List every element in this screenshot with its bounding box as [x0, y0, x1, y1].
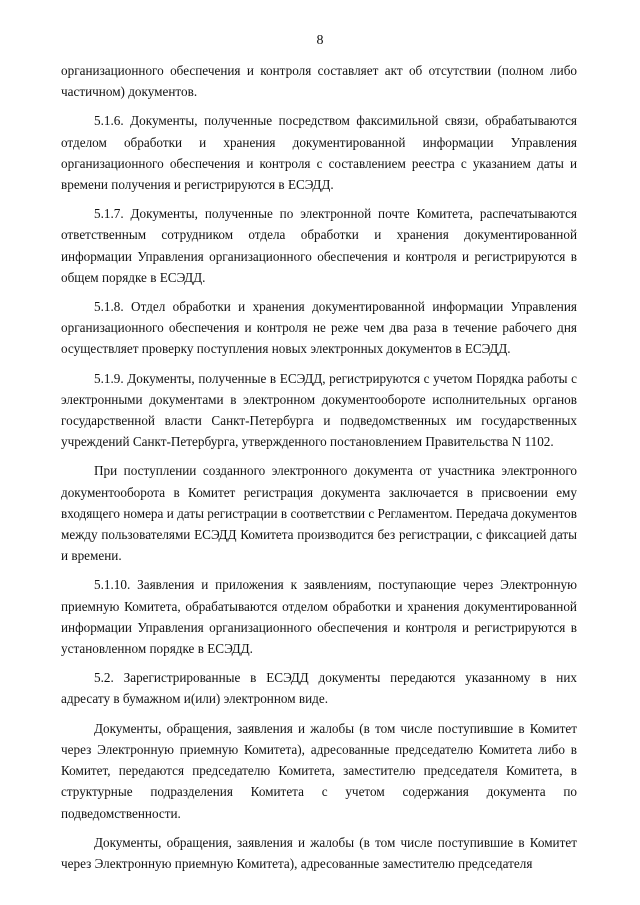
- paragraph-5-1-8: 5.1.8. Отдел обработки и хранения документированной информации Управления организационного обеспечения и контроля не реже чем два раза в течение рабочего дня осуществляет проверку поступления новых электронных документов в ЕСЭДД.: [61, 299, 577, 357]
- paragraph-registration: При поступлении созданного электронного документа от участника электронного документооборота в Комитет регистрация документа заключается в присвоении ему входящего номера и даты регистрации в соответствии с Регламентом. Передача документов между пользователями ЕСЭДД Комитета производится без регистрации, с фиксацией даты и времени.: [61, 463, 577, 564]
- paragraph-5-1-9: 5.1.9. Документы, полученные в ЕСЭДД, регистрируются с учетом Порядка работы с электронными документами в электронном документообороте исполнительных органов государственной власти Санкт-Петербурга и подведомственных им государственных учреждений Санкт-Петербурга, утвержденного постановлением Правительства N 1102.: [61, 370, 577, 450]
- page-number: 8: [316, 33, 324, 48]
- paragraph-5-1-7: 5.1.7. Документы, полученные по электронной почте Комитета, распечатываются ответственным сотрудником отдела обработки и хранения документированной информации Управления организационного обеспечения и контроля и регистрируются в общем порядке в ЕСЭДД.: [61, 206, 577, 285]
- paragraph-5-1-10: 5.1.10. Заявления и приложения к заявлениям, поступающие через Электронную приемную Комитета, обрабатываются отделом обработки и хранения документированной информации Управления организационного обеспечения и контроля и регистрируются в установленном порядке в ЕСЭДД.: [61, 577, 577, 657]
- paragraph-deputy-docs: Документы, обращения, заявления и жалобы (в том числе поступившие в Комитет через Электронную приемную Комитета), адресованные заместителю председателя: [61, 834, 577, 871]
- paragraph-5-1-6: 5.1.6. Документы, полученные посредством факсимильной связи, обрабатываются отделом обработки и хранения документированной информации Управления организационного обеспечения и контроля с составлением реестра с указанием даты и времени получения и регистрируются в ЕСЭДД.: [61, 113, 577, 193]
- paragraph-5-2: 5.2. Зарегистрированные в ЕСЭДД документы передаются указанному в них адресату в бумажном и(или) электронном виде.: [61, 670, 577, 707]
- paragraph-continuation: организационного обеспечения и контроля составляет акт об отсутствии (полном либо частичном) документов.: [61, 63, 577, 100]
- document-body: [61, 60, 577, 882]
- paragraph-chairman-docs: Документы, обращения, заявления и жалобы (в том числе поступившие в Комитет через Электронную приемную Комитета), адресованные председателю Комитета либо в Комитет, передаются председателю Комитета, заместителю председателя Комитета, в структурные подразделения Комитета с учетом содержания документа по подведомственности.: [61, 720, 577, 821]
